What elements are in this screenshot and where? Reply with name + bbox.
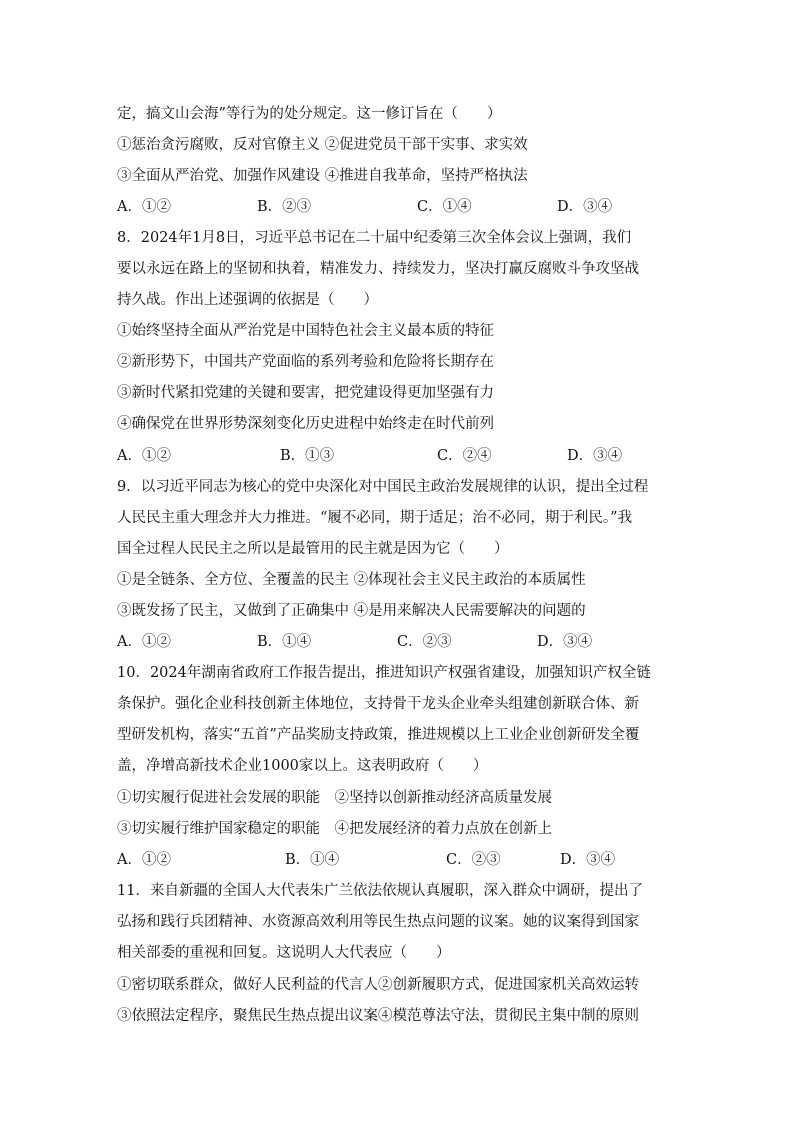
q7-option-d[interactable]: D．③④ <box>557 199 613 215</box>
q9-stem-line: 人民民主重大理念并大力推进。“履不必同，期于适足；治不必同，期于利民。”我 <box>117 510 633 526</box>
q11-item: ①密切联系群众，做好人民利益的代言人②创新履职方式，促进国家机关高效运转 <box>117 977 639 993</box>
q10-stem-line: 盖，净增高新技术企业1000家以上。这表明政府（ ） <box>117 758 488 774</box>
q7-item: ①惩治贪污腐败，反对官僚主义 ②促进党员干部干实事、求实效 <box>117 137 528 153</box>
q10-item: ①切实履行促进社会发展的职能 ②坚持以创新推动经济高质量发展 <box>117 790 552 806</box>
q10-option-b[interactable]: B．①④ <box>285 852 340 868</box>
q8-item: ①始终坚持全面从严治党是中国特色社会主义最本质的特征 <box>117 323 494 339</box>
q8-stem-line: 持久战。作出上述强调的依据是（ ） <box>117 292 378 308</box>
q8-stem-line: 8．2024年1月8日，习近平总书记在二十届中纪委第三次全体会议上强调，我们 <box>117 230 632 246</box>
q9-stem-line: 9．以习近平同志为核心的党中央深化对中国民主政治发展规律的认识，提出全过程 <box>117 479 649 495</box>
q10-stem-line: 10．2024年湖南省政府工作报告提出，推进知识产权强省建设，加强知识产权全链 <box>117 665 651 681</box>
q10-stem-line: 型研发机构，落实“五首”产品奖励支持政策，推进规模以上工业企业创新研发全覆 <box>117 727 640 743</box>
q9-option-a[interactable]: A．①② <box>117 634 171 650</box>
q7-option-b[interactable]: B．②③ <box>257 199 312 215</box>
q8-item: ④确保党在世界形势深刻变化历史进程中始终走在时代前列 <box>117 416 494 432</box>
q7-option-c[interactable]: C．①④ <box>417 199 472 215</box>
q8-option-a[interactable]: A．①② <box>117 448 171 464</box>
q9-option-c[interactable]: C．②③ <box>397 634 452 650</box>
q8-option-c[interactable]: C．②④ <box>437 448 492 464</box>
q7-stem-tail: 定，搞文山会海”等行为的处分规定。这一修订旨在（ ） <box>117 106 502 122</box>
q9-item: ①是全链条、全方位、全覆盖的民主 ②体现社会主义民主政治的本质属性 <box>117 572 586 588</box>
q9-option-b[interactable]: B．①④ <box>257 634 312 650</box>
q10-stem-line: 条保护。强化企业科技创新主体地位，支持骨干龙头企业牵头组建创新联合体、新 <box>117 696 639 712</box>
q8-stem-line: 要以永远在路上的坚韧和执着，精准发力、持续发力，坚决打赢反腐败斗争攻坚战 <box>117 261 639 277</box>
q10-option-a[interactable]: A．①② <box>117 852 171 868</box>
q9-stem-line: 国全过程人民民主之所以是最管用的民主就是因为它（ ） <box>117 541 509 557</box>
q8-option-d[interactable]: D．③④ <box>567 448 623 464</box>
q10-option-d[interactable]: D．③④ <box>560 852 616 868</box>
q11-stem-line: 11．来自新疆的全国人大代表朱广兰依法依规认真履职，深入群众中调研，提出了 <box>117 883 643 899</box>
q11-stem-line: 相关部委的重视和回复。这说明人大代表应（ ） <box>117 945 451 961</box>
q9-item: ③既发扬了民主，又做到了正确集中 ④是用来解决人民需要解决的问题的 <box>117 603 586 619</box>
q9-option-d[interactable]: D．③④ <box>537 634 593 650</box>
q10-option-c[interactable]: C．②③ <box>446 852 501 868</box>
q7-option-a[interactable]: A．①② <box>117 199 171 215</box>
q8-item: ③新时代紧扣党建的关键和要害，把党建设得更加坚强有力 <box>117 385 494 401</box>
q10-item: ③切实履行维护国家稳定的职能 ④把发展经济的着力点放在创新上 <box>117 821 552 837</box>
q8-item: ②新形势下，中国共产党面临的系列考验和危险将长期存在 <box>117 354 494 370</box>
q8-option-b[interactable]: B．①③ <box>280 448 335 464</box>
q7-item: ③全面从严治党、加强作风建设 ④推进自我革命，坚持严格执法 <box>117 168 528 184</box>
q11-stem-line: 弘扬和践行兵团精神、水资源高效利用等民生热点问题的议案。她的议案得到国家 <box>117 914 639 930</box>
q11-item: ③依照法定程序，聚焦民生热点提出议案④模范尊法守法，贯彻民主集中制的原则 <box>117 1008 639 1024</box>
